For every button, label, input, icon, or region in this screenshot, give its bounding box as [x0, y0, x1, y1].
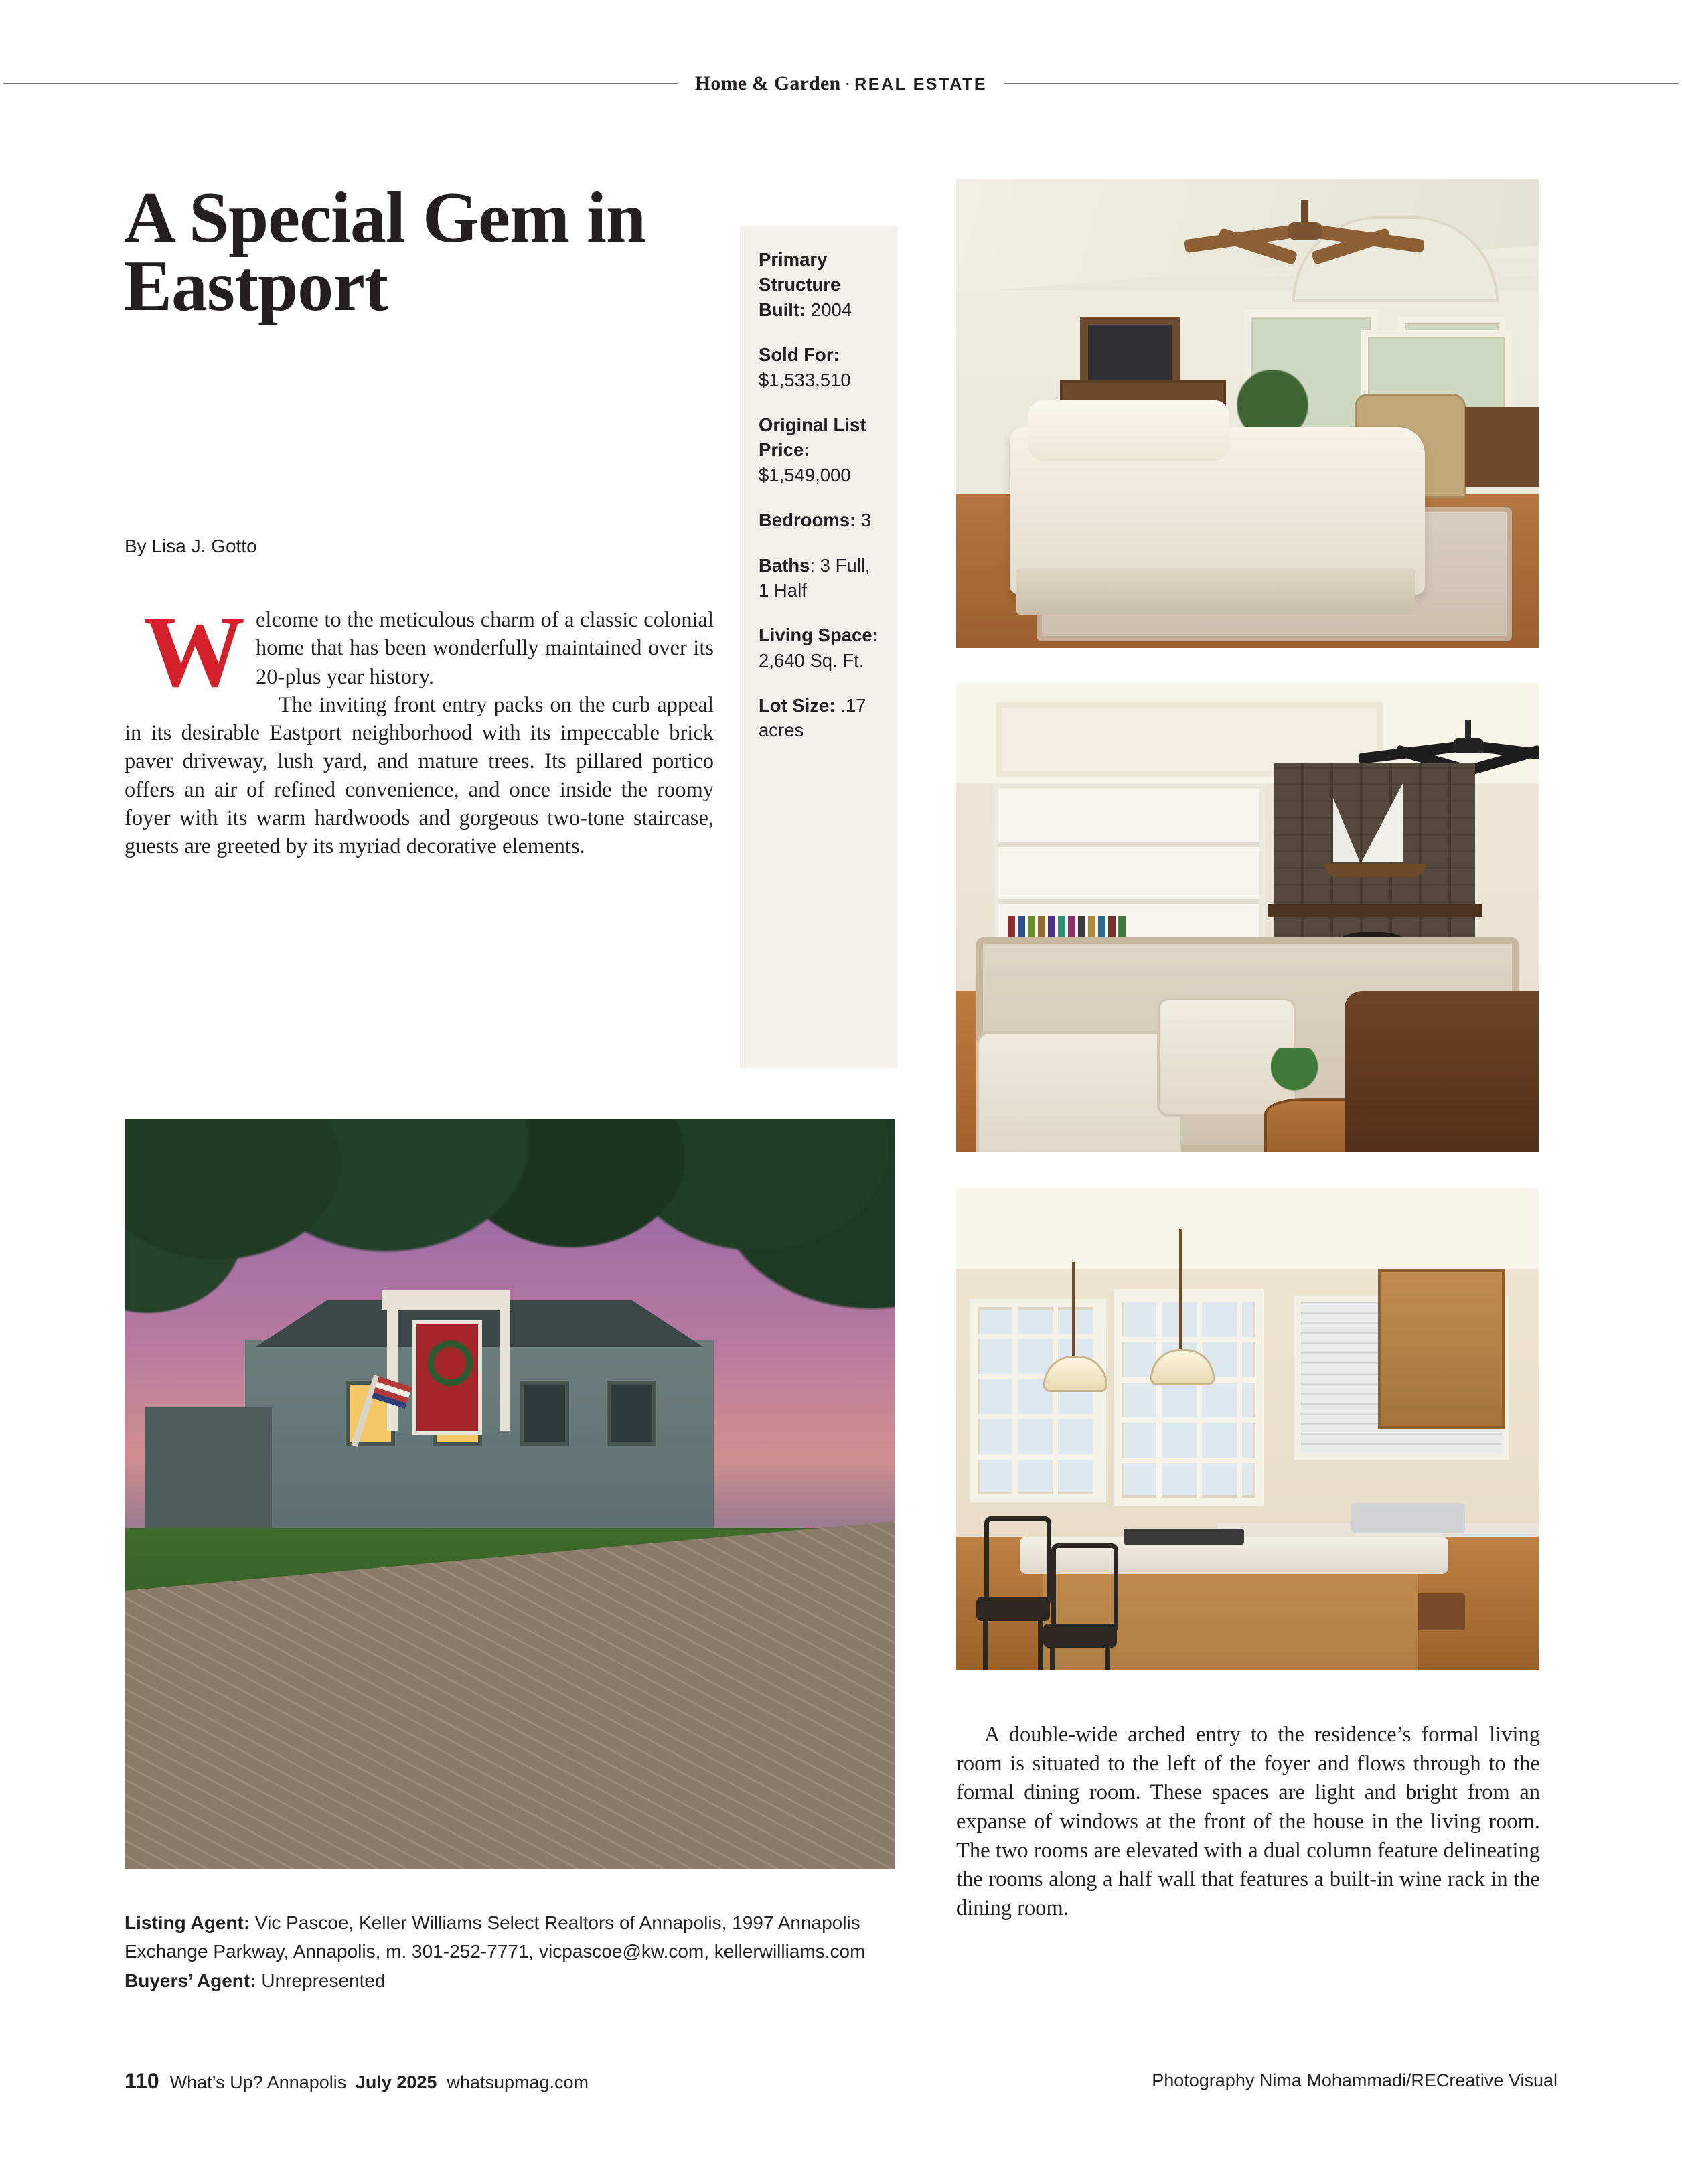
bar-stool — [976, 1597, 1050, 1670]
footer-issue: July 2025 — [355, 2072, 437, 2092]
fact-label: Primary Structure Built: — [759, 249, 841, 320]
fact-value: 2004 — [810, 299, 852, 320]
fact-value: .17 acres — [759, 695, 866, 741]
fact-bedrooms — [759, 508, 878, 532]
kitchen-sink — [1351, 1503, 1465, 1533]
paragraph-1: elcome to the meticulous charm of a classic colonial home that has been wonderfully maintained over its 20-plus year history. — [256, 608, 714, 689]
footer-magazine: What’s Up? Annapolis — [169, 2072, 347, 2092]
fact-label: Original List Price: — [759, 414, 866, 461]
model-sailboat-decor — [1321, 783, 1428, 884]
fact-label: Lot Size: — [759, 695, 836, 716]
buyers-agent-value: Unrepresented — [256, 1970, 386, 1991]
photo-primary-bedroom — [956, 179, 1539, 648]
buyers-agent-label: Buyers’ Agent: — [125, 1970, 256, 1991]
footer-photo-credit: Photography Nima Mohammadi/RECreative Visual — [1152, 2070, 1557, 2090]
property-facts-box — [740, 226, 897, 1068]
running-head-separator: · — [844, 74, 851, 94]
fact-label: Sold For: — [759, 344, 840, 366]
article-body-column-2 — [956, 1721, 1540, 1924]
listing-agent-caption — [125, 1908, 905, 1995]
fact-value: $1,549,000 — [759, 464, 851, 485]
fact-living-space — [759, 623, 878, 673]
paragraph-3: A double-wide arched entry to the residence’s formal living room is situated to the left of the foyer and flows through to the formal dining room. These spaces are light and bright from an expanse of windows at the front of the house in the living room. The two rooms are elevated with a dual column feature delineating the rooms along a half wall that features a built-in wine rack in the dining room. — [956, 1723, 1540, 1921]
fact-lot-size — [759, 693, 878, 743]
running-head-label — [678, 72, 1004, 95]
page-number: 110 — [125, 2069, 159, 2093]
fact-primary-structure-built — [759, 247, 878, 322]
running-head-serif: Home & Garden — [694, 72, 841, 94]
fact-label: Living Space: — [759, 625, 878, 646]
ceiling-fan-icon — [1191, 200, 1418, 260]
listing-agent-label: Listing Agent: — [125, 1912, 250, 1933]
bar-stool — [1043, 1624, 1117, 1670]
fact-sold-for — [759, 342, 878, 392]
fact-value: $1,533,510 — [759, 369, 851, 390]
fact-value: 2,640 Sq. Ft. — [759, 649, 864, 671]
running-head-rule-left — [3, 83, 678, 84]
running-head-sans: REAL ESTATE — [854, 75, 988, 94]
cooktop — [1124, 1529, 1244, 1545]
fact-original-list-price — [759, 412, 878, 487]
paragraph-2: The inviting front entry packs on the curb appeal in its desirable Eastport neighborhood with its impeccable brick paver driveway, lush yard, and mature trees. Its pillared portico offers an air of refined convenience, and once inside the roomy foyer with its warm hardwoods and gorgeous two-tone staircase, guests are greeted by its myriad decorative elements. — [125, 692, 714, 858]
running-head-rule-right — [1004, 83, 1679, 84]
footer-website[interactable]: whatsupmag.com — [447, 2072, 589, 2092]
article-body-column-1 — [125, 595, 714, 860]
fact-baths — [759, 553, 878, 603]
fact-label: Bedrooms: — [759, 510, 856, 531]
page-title: A Special Gem in Eastport — [124, 178, 646, 326]
listing-agent-details: Vic Pascoe, Keller Williams Select Realtors of Annapolis, 1997 Annapolis Exchange Parkway, Annapolis, m. 301-252-7771, vicpascoe@kw.com, kellerwilliams.com — [125, 1912, 866, 1962]
fact-label: Baths — [759, 554, 810, 576]
page-footer — [0, 2069, 1682, 2109]
photo-family-room — [956, 683, 1539, 1152]
byline: By Lisa J. Gotto — [125, 536, 257, 556]
photo-front-exterior — [125, 1119, 895, 1869]
fact-value: : 3 Full, 1 Half — [759, 554, 870, 601]
footer-left — [125, 2069, 589, 2094]
drop-cap: W — [143, 595, 245, 708]
fact-value: 3 — [860, 510, 872, 531]
photo-kitchen — [956, 1188, 1539, 1670]
wreath-decor — [427, 1340, 473, 1386]
running-head — [0, 64, 1682, 104]
